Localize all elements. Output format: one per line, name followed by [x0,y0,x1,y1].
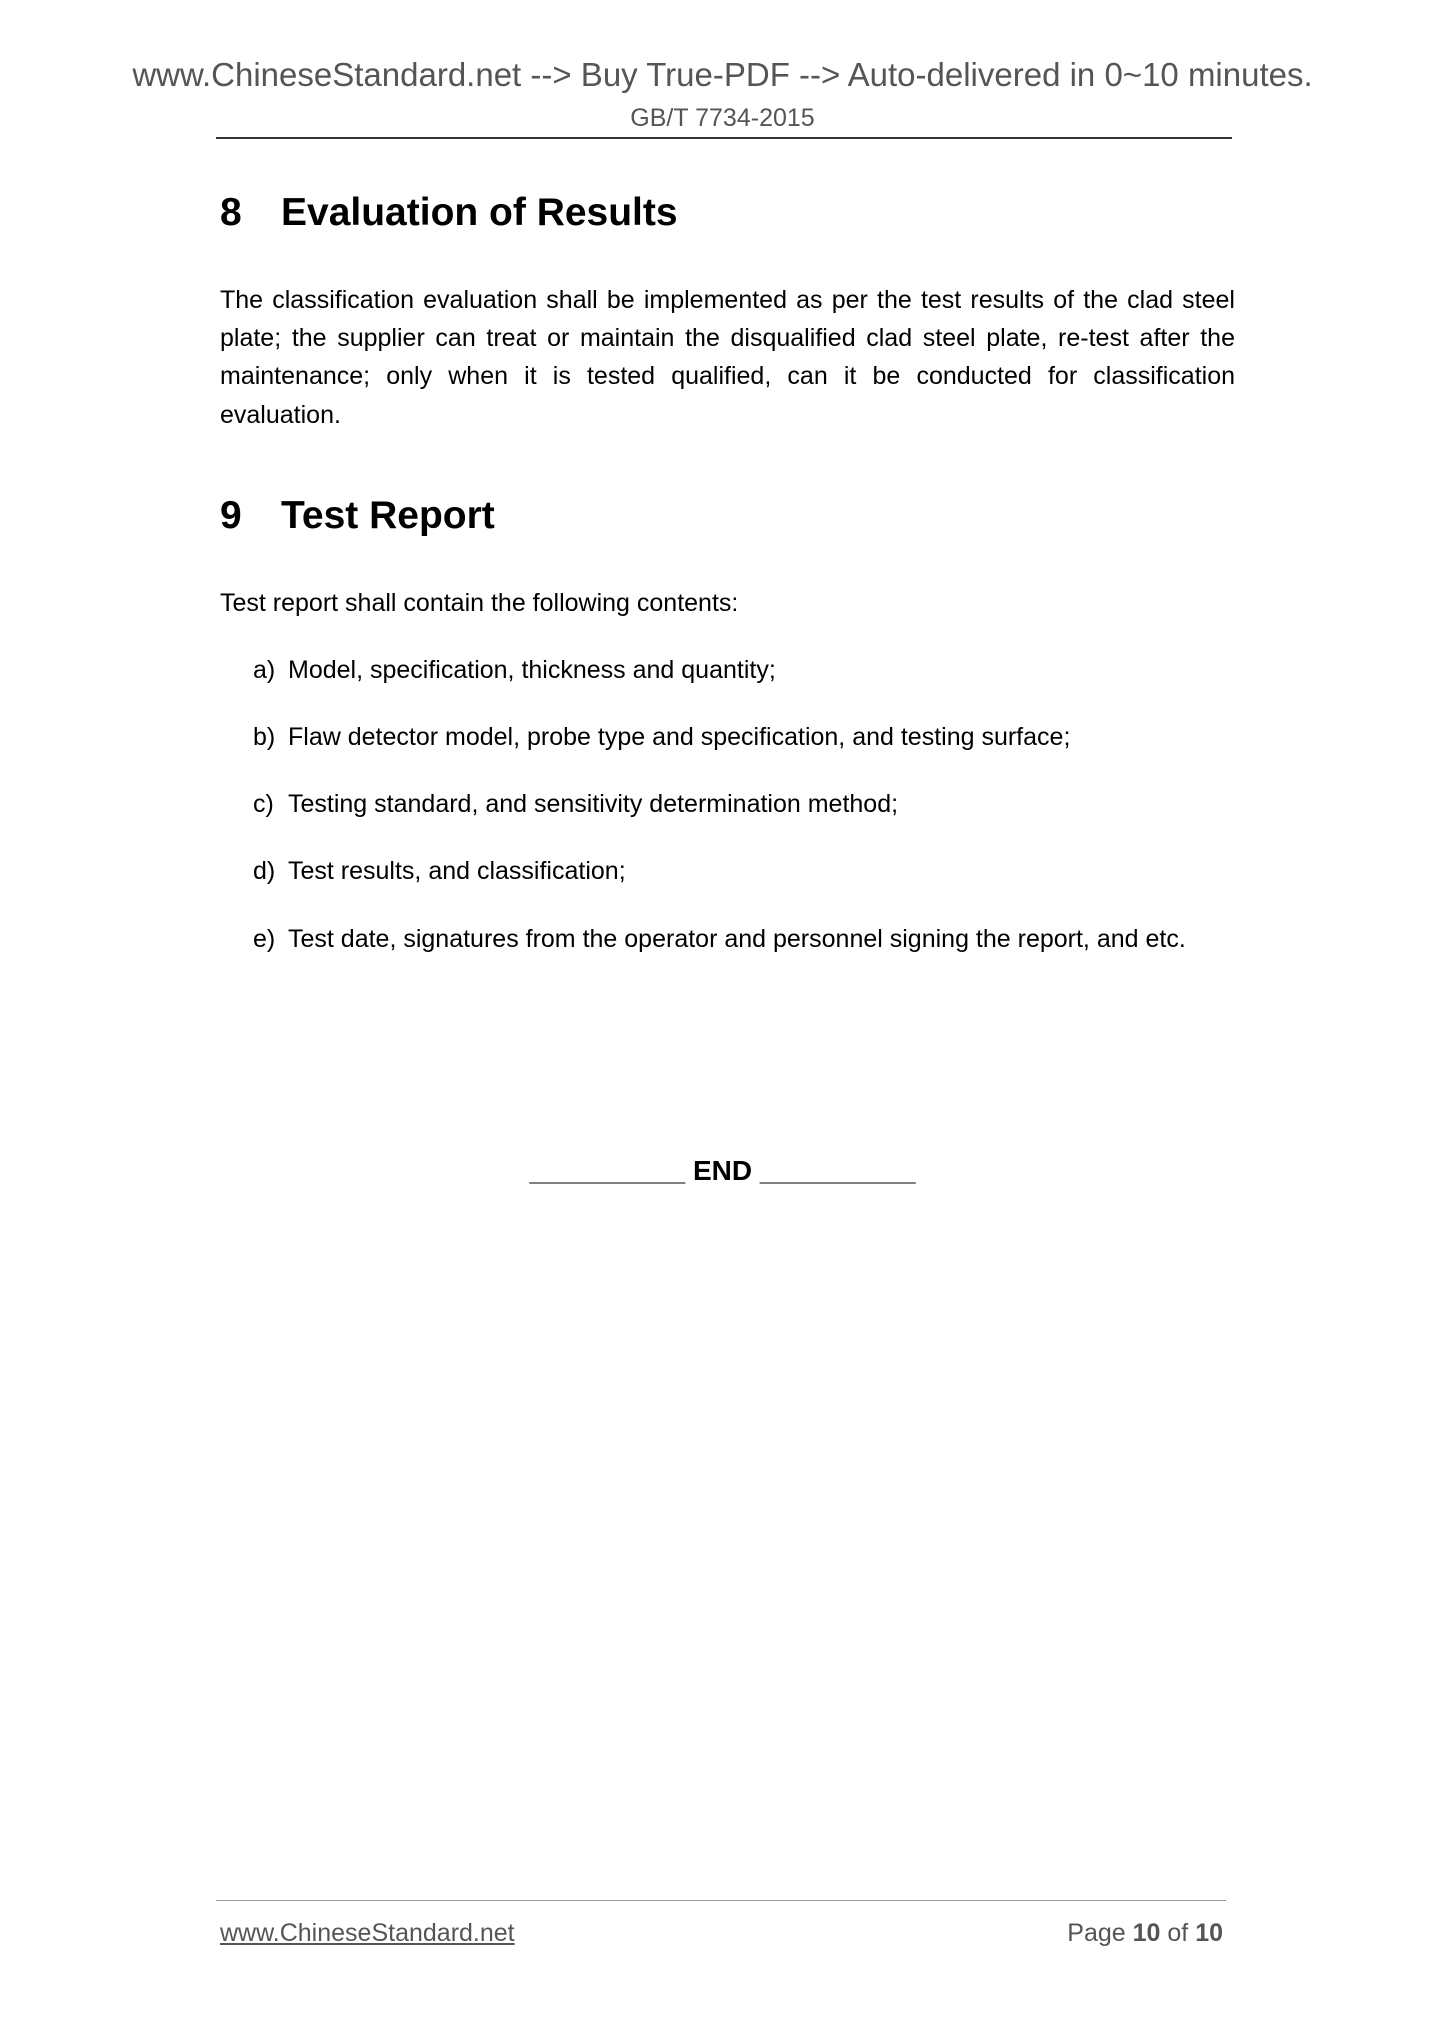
page-label: Page [1067,1919,1126,1947]
list-marker: b) [253,723,276,751]
document-code: GB/T 7734-2015 [630,104,815,132]
list-marker: d) [253,857,276,885]
list-item [253,718,1235,756]
header-banner: www.ChineseStandard.net --> Buy True-PDF --> Auto-delivered in 0~10 minutes. [132,56,1313,93]
section-title: Test Report [281,494,495,537]
total-pages: 10 [1195,1919,1223,1947]
list-item-text: Flaw detector model, probe type and specification, and testing surface; [288,723,1071,751]
list-item-text: Testing standard, and sensitivity determination method; [288,790,899,818]
list-item-text: Test date, signatures from the operator and personnel signing the report, and etc. [288,925,1186,953]
section-title: Evaluation of Results [281,191,678,234]
header-divider [216,137,1232,139]
footer-website-link[interactable]: www.ChineseStandard.net [220,1919,515,1947]
section-number: 8 [220,191,242,234]
list-item-text: Model, specification, thickness and quantity; [288,656,776,684]
end-marker: __________ END __________ [529,1155,916,1186]
list-item-text: Test results, and classification; [288,857,626,885]
list-item [253,920,1235,958]
list-item [253,785,1235,823]
list-item [253,651,1235,689]
section-8-heading [220,191,678,235]
list-marker: a) [253,656,276,684]
section-9-intro: Test report shall contain the following contents: [220,589,739,617]
list-marker: c) [253,790,274,818]
page-of-label: of [1167,1919,1189,1947]
list-item [253,852,1235,890]
footer-divider [216,1900,1226,1901]
section-8-paragraph: The classification evaluation shall be implemented as per the test results of the clad steel plate; the supplier can treat or maintain the disqualified clad steel plate, re-test after the maintenance; only when it is tested qualified, can it be conducted for classification evaluation. [220,286,1235,429]
page-number [1067,1919,1223,1948]
list-marker: e) [253,925,276,953]
section-9-heading [220,494,495,538]
current-page: 10 [1132,1919,1161,1947]
section-number: 9 [220,494,242,537]
